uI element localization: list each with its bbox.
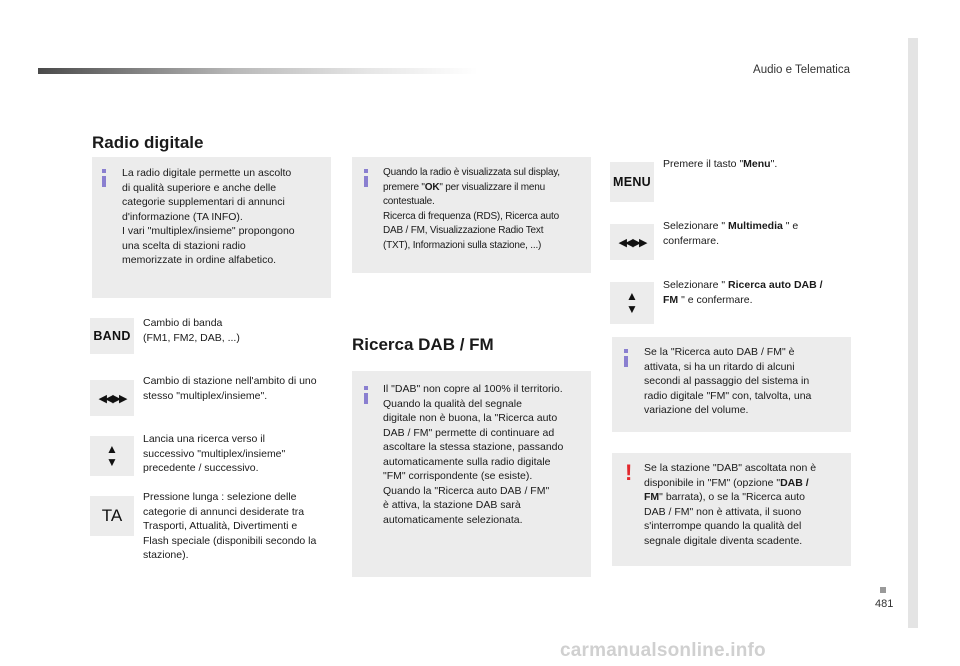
delay-info-box xyxy=(612,337,851,432)
warning-text: Se la stazione "DAB" ascoltata non è disponibile in "FM" (opzione "DAB / FM" barrata), o se la "Ricerca auto DAB / FM" non è attivata, il suono s'interrompe quando la qualità del segnale digitale diventa scadente. xyxy=(644,462,817,547)
step3-text: Selezionare " Ricerca auto DAB / FM " e confermare. xyxy=(663,279,823,306)
dab-coverage-text: Il "DAB" non copre al 100% il territorio. Quando la qualità del segnale digitale non è buona, la "Ricerca auto DAB / FM" permette di continuare ad ascoltare la stessa stazione, passando automaticamente sulla radio digitale "FM" corrispondente (se esiste). Quando la "Ricerca auto DAB / FM" è attiva, la stazione DAB sarà automaticamente selezionata. xyxy=(383,383,564,526)
step2-text: Selezionare " Multimedia " e confermare. xyxy=(663,220,799,247)
title-radio-digitale: Radio digitale xyxy=(92,133,204,152)
header-gradient-bar xyxy=(38,68,478,74)
page-margin-strip xyxy=(908,38,918,628)
info-icon xyxy=(364,386,368,404)
band-description: Cambio di banda (FM1, FM2, DAB, ...) xyxy=(143,317,240,344)
up-down-arrows-icon: ▲ ▼ xyxy=(90,436,134,476)
info-icon xyxy=(364,169,368,187)
seek-description: Cambio di stazione nell'ambito di uno stesso "multiplex/insieme". xyxy=(143,375,317,402)
ta-button-icon: TA xyxy=(90,496,134,536)
info-icon xyxy=(624,349,628,367)
title-ricerca-dab-fm: Ricerca DAB / FM xyxy=(352,335,494,354)
ok-menu-text: Quando la radio è visualizzata sul display, premere "OK" per visualizzare il menu contestuale. Ricerca di frequenza (RDS), Ricerca auto DAB / FM, Visualizzazione Radio Text (TXT), Informazioni sulla stazione, ...) xyxy=(383,167,560,251)
section-label: Audio e Telematica xyxy=(753,64,850,76)
up-down-arrows-icon: ▲ ▼ xyxy=(610,282,654,324)
radio-digitale-info-box xyxy=(92,157,331,298)
menu-button-icon: MENU xyxy=(610,162,654,202)
watermark: carmanualsonline.info xyxy=(560,640,766,661)
delay-info-text: Se la "Ricerca auto DAB / FM" è attivata, si ha un ritardo di alcuni secondi al passaggio del sistema in radio digitale "FM" con, talvolta, una variazione del volume. xyxy=(644,346,812,416)
page-number: 481 xyxy=(875,598,894,610)
info-icon xyxy=(102,169,106,187)
warning-box xyxy=(612,453,851,566)
ta-description: Pressione lunga : selezione delle categorie di annunci desiderate tra Trasporti, Attualità, Divertimenti e Flash speciale (disponibili secondo la stazione). xyxy=(143,491,317,561)
page-marker xyxy=(880,587,886,593)
band-button-icon: BAND xyxy=(90,318,134,354)
search-description: Lancia una ricerca verso il successivo "multiplex/insieme" precedente / successivo. xyxy=(143,433,286,474)
dab-coverage-info-box xyxy=(352,371,591,577)
warning-icon: ! xyxy=(625,460,633,485)
ok-menu-info-box xyxy=(352,157,591,273)
info-box-text: La radio digitale permette un ascolto di qualità superiore e anche delle categorie supplementari di annunci d'informazione (TA INFO). I vari "multiplex/insieme" propongono una scelta di stazioni radio memorizzate in ordine alfabetico. xyxy=(122,167,295,266)
seek-arrows-icon: ◀◀ ▶▶ xyxy=(610,224,654,260)
seek-arrows-icon: ◀◀ ▶▶ xyxy=(90,380,134,416)
step1-text: Premere il tasto "Menu". xyxy=(663,158,778,170)
